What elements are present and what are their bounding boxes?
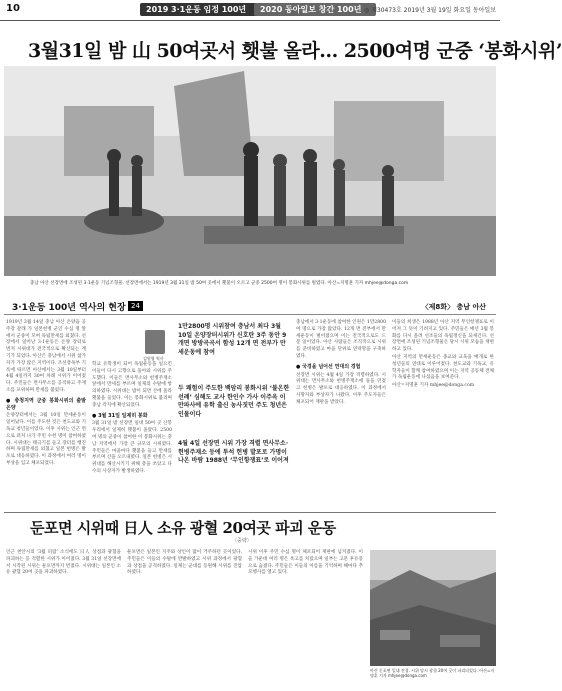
article-column-4: 이들의 희생은 1988년 아산 지역 무인항쟁표로 이어져 그 뜻이 기려지고 있다. 주민들은 매년 3월 봉화를 다시 올려 선조들의 독립정신을 되새긴다. 선장면에 조성된 기념조형물은 당시 시위 모습을 재현하고 있다. 아산 지역의 만세운동은 종교와 교육을 매개로 한 청년들의 연대로 이루어졌다. 천도교와 기독교, 유학자들이 함께 참여하였으며 이는 지역 공동체 전체가 독립운동에 나섰음을 보여준다. 아산=지명훈 기자 mhjee@donga.com (392, 320, 494, 389)
bottom-photo-caption: 아산 둔포면 일대 전경. 시위 당시 광혈 20여 곳이 파괴되었다. 아산=지명훈 기자 mhjee@donga.com (370, 668, 495, 678)
section-divider (4, 512, 496, 513)
section-number-badge: 24 (128, 301, 143, 311)
bottom-column-2: 둔포면은 일본인 지주와 상인이 많이 거주하던 곳이었다. 주민들은 이들의 수탈에 반발하였고 시위 과정에서 광혈과 상점을 공격하였다. 일제는 군대를 동원해 시위를 진압하였다. (127, 550, 242, 576)
main-photo (4, 66, 496, 276)
main-headline: 3월31일 밤 山 50여곳서 횃불 올라… 2500여명 군중 ‘봉화시위’ (28, 40, 562, 62)
masthead (0, 0, 500, 21)
author-name: 김원영 역사 (143, 356, 164, 361)
section-header (4, 300, 496, 315)
section-episode: 〈제8화〉 충남 아산 (421, 303, 486, 311)
series-banner-left: 2019 3·1운동 임정 100년 (140, 3, 260, 16)
author-portrait (145, 330, 165, 354)
bottom-subhead: 〈중략〉 (232, 538, 252, 544)
article-column-3: 충남에서 3·1운동에 참여한 인원은 1만2800여 명으로 가장 많았다. 12개 면 전부에서 만세운동이 벌어졌으며 이는 전국적으로도 드문 일이었다. 아산 사람들은 조직적으로 시위를 준비하였고 마을 단위로 연락망을 구축하였다. ● 국경을 넘어선 연대의 경험 선장면 시위는 4월 4일 가장 격렬하였다. 시위대는 면사무소와 헌병주재소에 돌을 던졌고 헌병은 발포로 대응하였다. 이 과정에서 사망자와 부상자가 나왔다. 이후 주도자들은 체포되어 재판을 받았다. (296, 320, 386, 405)
photo-caption: 충남 아산 선장면에 조성된 3·1운동 기념조형물. 선장면에서는 1919년 3월 31일 밤 50여 곳에서 횃불이 오르고 군중 2500여 명이 봉화시위를 벌였다. 아산=지명훈 기자 mhjee@donga.com (30, 281, 409, 286)
column-subhead: ● 3월 31일 일제히 봉화 (92, 412, 148, 419)
bottom-column-3: 시위 이후 주민 수십 명이 체포되어 재판에 넘겨졌다. 이들 가운데 여러 명은 옥고를 치렀으며 일부는 고문 후유증으로 숨졌다. 주민들은 이들의 이름을 기억하며 해마다 추모행사를 열고 있다. (248, 550, 363, 576)
article-column-1: 1919년 3월 14일 충남 아산 온양읍 공주강 갈래 가 일본헌병 군인 수십 명 앞에서 군중이 모여 독립만세를 외쳤다. 선장에서 일어난 3·1운동은 온양 장터로 번져 시위대가 전국적으로 확산되는 계기가 되었다. 아산은 충남에서 시위 참가자가 가장 많은 지역이다. 조선총독부 기록에 따르면 아산에서는 3월 10일부터 4월 4일까지 30여 차례 시위가 이어졌다. 주민들은 면사무소를 공격하고 주재소를 포위하며 만세를 불렀다. ● 충청지역 군중 봉화시위의 출발 온양 온양장터에서는 3월 10일 만세운동이 일어났다. 이를 주도한 것은 천도교와 기독교 청년들이었다. 이후 시위는 인근 면으로 퍼져 나가 주민 수천 명이 참여하였다. 시위대는 태극기를 들고 장터를 행진하며 독립만세를 외쳤고 일본 헌병은 발포로 대응하였다. 이 과정에서 여러 명이 부상을 입고 체포되었다. (6, 320, 86, 466)
section-title: 3·1운동 100년 역사의 현장 (12, 303, 126, 313)
monument-photo-illustration (4, 66, 496, 276)
bottom-photo (370, 550, 496, 666)
pullquote-2: 두 쾌험이 주도한 백암리 봉화시위 ‘불온한 선례’ 심해도 교사 한인수 가사 이주옥 이만파사에 유학 출신 농사짓던 주도 청년은 인물이다 (178, 385, 290, 418)
dateline: ◎ 제30473호 2019년 3월 19일 화요일 동아일보 (363, 7, 496, 14)
bottom-headline: 둔포면 시위때 日人 소유 광혈 20여곳 파괴 운동 (30, 519, 336, 537)
column-subhead: ● 국경을 넘어선 연대의 경험 (296, 363, 361, 370)
column-subhead: ● 충청지역 군중 봉화시위의 출발 온양 (6, 397, 86, 411)
series-banner-right: 2020 동아일보 창간 100년 (254, 3, 376, 16)
bottom-column-1: 인근 천안시의 ‘3월 피랍’ 소식에도 日人 상점과 광혈을 파괴하는 등 격렬한 시위가 이어졌다. 3월 31일 선장면에서 시작된 시위는 둔포면까지 번졌다. 시위대는 일본인 소유 광혈 20여 곳을 파괴하였다. (6, 550, 121, 576)
pullquote-1: 1만2800명 시위참여 충남서 최다 3월 10일 온양장터시위가 신호탄 3주 동안 9개면 방방곡곡서 함성 12개 면 전부가 만세운동에 참여 (178, 323, 287, 356)
pullquote-3: 4월 4일 선장면 시위 가장 격렬 면사무소·헌병주재소 등에 투석 헌병 발포로 가명이 나온 바람 1988년 ‘무인항쟁표’로 이어져 (178, 440, 289, 464)
article-column-2: 학교 유학생이 되어 독립운동을 일으킨 이들이 다시 고향으로 돌아와 시위를 주도했다. 이들은 면사무소와 헌병주재소 앞에서 만세를 부르며 일제의 수탈에 항의하였다. 시위대는 밤이 되면 산에 올라 횃불을 들었다. 이는 봉화시위로 불리며 충남 각지에 확산되었다. ● 3월 31일 일제히 봉화 3월 31일 밤 선장면 일대 50여 곳 산봉우리에서 일제히 횃불이 올랐다. 2500여 명의 군중이 참여한 이 봉화시위는 충남 지역에서 가장 큰 규모의 시위였다. 주민들은 마을마다 횃불을 들고 만세를 부르며 산을 오르내렸다. 일본 헌병은 시위대를 해산시키기 위해 총을 쏘았고 다수의 사상자가 발생하였다. (92, 362, 172, 474)
landscape-photo-illustration (370, 550, 496, 666)
page-number: 10 (6, 3, 20, 14)
reporter-byline: 아산=지명훈 기자 mhjee@donga.com (392, 383, 475, 389)
